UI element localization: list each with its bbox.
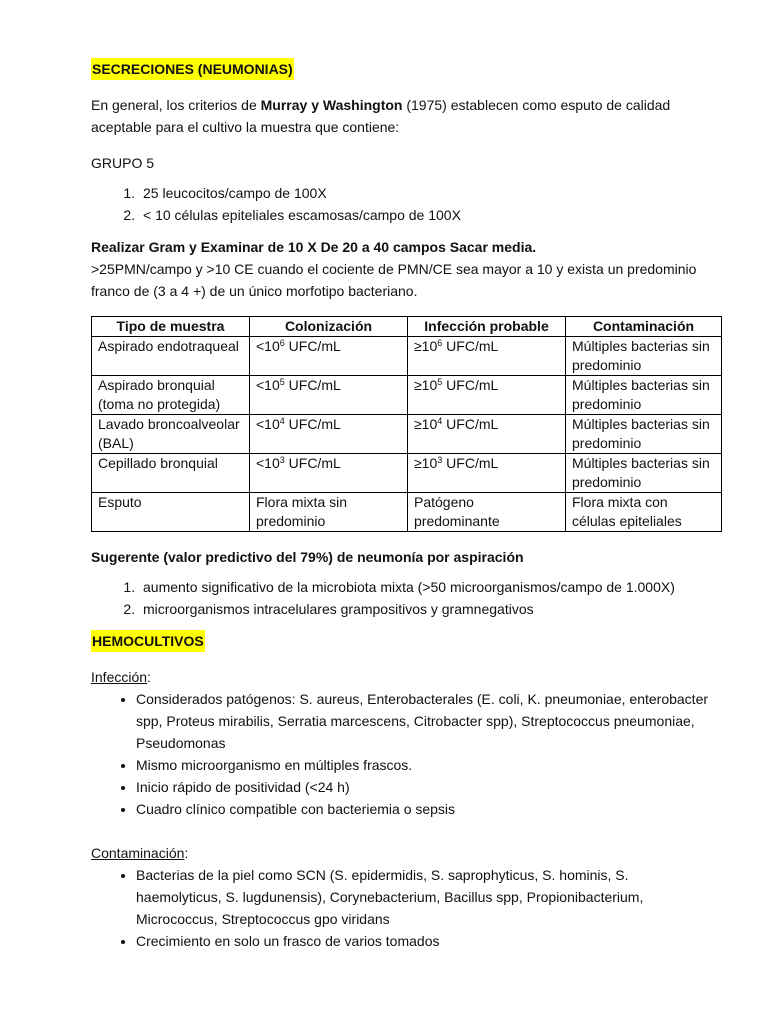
infeccion-item: • Cuadro clínico compatible con bacteriemia o sepsis [136,798,718,820]
value-exponent: 6 [437,338,443,348]
grupo-label: GRUPO 5 [91,155,155,171]
gram-instruction: Realizar Gram y Examinar de 10 X De 20 a 40 campos Sacar media. [91,239,537,255]
table-cell-infeccion [408,337,566,376]
value-unit: UFC/mL [284,338,341,354]
value-unit: UFC/mL [284,377,341,393]
infeccion-label: Infección [91,669,148,685]
value-exponent: 5 [279,377,285,387]
sample-criteria-table [91,316,722,532]
infeccion-item: • Mismo microorganismo en múltiples frascos. [136,754,718,776]
section-heading-secreciones: SECRECIONES (NEUMONIAS) [91,58,294,80]
intro-authors: Murray y Washington [260,97,403,113]
value-exponent: 6 [279,338,285,348]
value-unit: UFC/mL [442,455,499,471]
table-header-row [92,317,722,337]
table-row [92,376,722,415]
value-exponent: 3 [279,455,285,465]
table-cell-colonizacion: Flora mixta sin predominio [250,493,408,532]
gram-criteria-text: >25PMN/campo y >10 CE cuando el cociente de PMN/CE sea mayor a 10 y exista un predominio franco de (3 a 4 +) de un único morfotipo bacteriano. [91,261,697,299]
sugerente-list [91,576,718,620]
table-header-cell: Contaminación [566,317,722,337]
contaminacion-label: Contaminación [91,845,185,861]
table-cell-contaminacion: Múltiples bacterias sin predominio [566,337,722,376]
value-base: ≥10 [414,338,438,354]
value-exponent: 4 [437,416,443,426]
intro-pre: En general, los criterios de [91,97,261,113]
sugerente-title: Sugerente (valor predictivo del 79%) de neumonía por aspiración [91,549,524,565]
intro-post: (1975) establecen como esputo de calidad aceptable para el cultivo la muestra que contiene: [91,97,671,135]
section-heading-hemocultivos: HEMOCULTIVOS [91,630,205,652]
table-header-cell: Colonización [250,317,408,337]
table-cell-tipo: Aspirado endotraqueal [92,337,250,376]
table-cell-tipo: Cepillado bronquial [92,454,250,493]
table-cell-colonizacion [250,376,408,415]
table-cell-infeccion: Patógeno predominante [408,493,566,532]
value-base: ≥10 [414,416,438,432]
table-cell-infeccion [408,415,566,454]
infeccion-list [91,688,718,820]
infeccion-label-line: Infección: [91,669,151,685]
value-unit: UFC/mL [284,416,341,432]
table-cell-colonizacion [250,337,408,376]
value-base: <10 [256,455,280,471]
table-header-cell: Tipo de muestra [92,317,250,337]
contaminacion-list [91,864,718,952]
table-cell-contaminacion: Flora mixta con células epiteliales [566,493,722,532]
infeccion-item: • Inicio rápido de positividad (<24 h) [136,776,718,798]
criteria-item: 1. 25 leucocitos/campo de 100X [139,182,718,204]
table-header-cell: Infección probable [408,317,566,337]
table-row [92,337,722,376]
table-row [92,493,722,532]
table-cell-infeccion [408,454,566,493]
contaminacion-label-line: Contaminación: [91,845,189,861]
value-base: ≥10 [414,455,438,471]
criteria-list [91,182,718,226]
sugerente-item: 1. aumento significativo de la microbiota mixta (>50 microorganismos/campo de 1.000X) [139,576,718,598]
table-cell-tipo: Esputo [92,493,250,532]
value-unit: UFC/mL [284,455,341,471]
value-base: <10 [256,338,280,354]
value-exponent: 3 [437,455,443,465]
table-cell-colonizacion [250,454,408,493]
table-cell-contaminacion: Múltiples bacterias sin predominio [566,415,722,454]
sugerente-item: 2. microorganismos intracelulares grampositivos y gramnegativos [139,598,718,620]
value-base: <10 [256,416,280,432]
contaminacion-item: • Bacterias de la piel como SCN (S. epidermidis, S. saprophyticus, S. hominis, S. haemolyticus, S. lugdunensis), Corynebacterium, Bacillus spp, Propionibacterium, Micrococcus, Streptococcus gpo viridans [136,864,718,930]
value-exponent: 5 [437,377,443,387]
value-unit: UFC/mL [442,377,499,393]
table-row [92,454,722,493]
contaminacion-item: • Crecimiento en solo un frasco de varios tomados [136,930,718,952]
value-base: <10 [256,377,280,393]
value-unit: UFC/mL [442,416,499,432]
table-row [92,415,722,454]
table-cell-contaminacion: Múltiples bacterias sin predominio [566,454,722,493]
table-cell-tipo: Lavado broncoalveolar (BAL) [92,415,250,454]
criteria-item: 2. < 10 células epiteliales escamosas/campo de 100X [139,204,718,226]
intro-paragraph [91,94,718,138]
value-exponent: 4 [279,416,285,426]
table-cell-contaminacion: Múltiples bacterias sin predominio [566,376,722,415]
infeccion-item: • Considerados patógenos: S. aureus, Enterobacterales (E. coli, K. pneumoniae, enterobacter spp, Proteus mirabilis, Serratia marcescens, Citrobacter spp), Streptococcus pneumoniae, Pseudomonas [136,688,718,754]
table-cell-infeccion [408,376,566,415]
table-cell-tipo: Aspirado bronquial (toma no protegida) [92,376,250,415]
value-unit: UFC/mL [442,338,499,354]
table-cell-colonizacion [250,415,408,454]
value-base: ≥10 [414,377,438,393]
